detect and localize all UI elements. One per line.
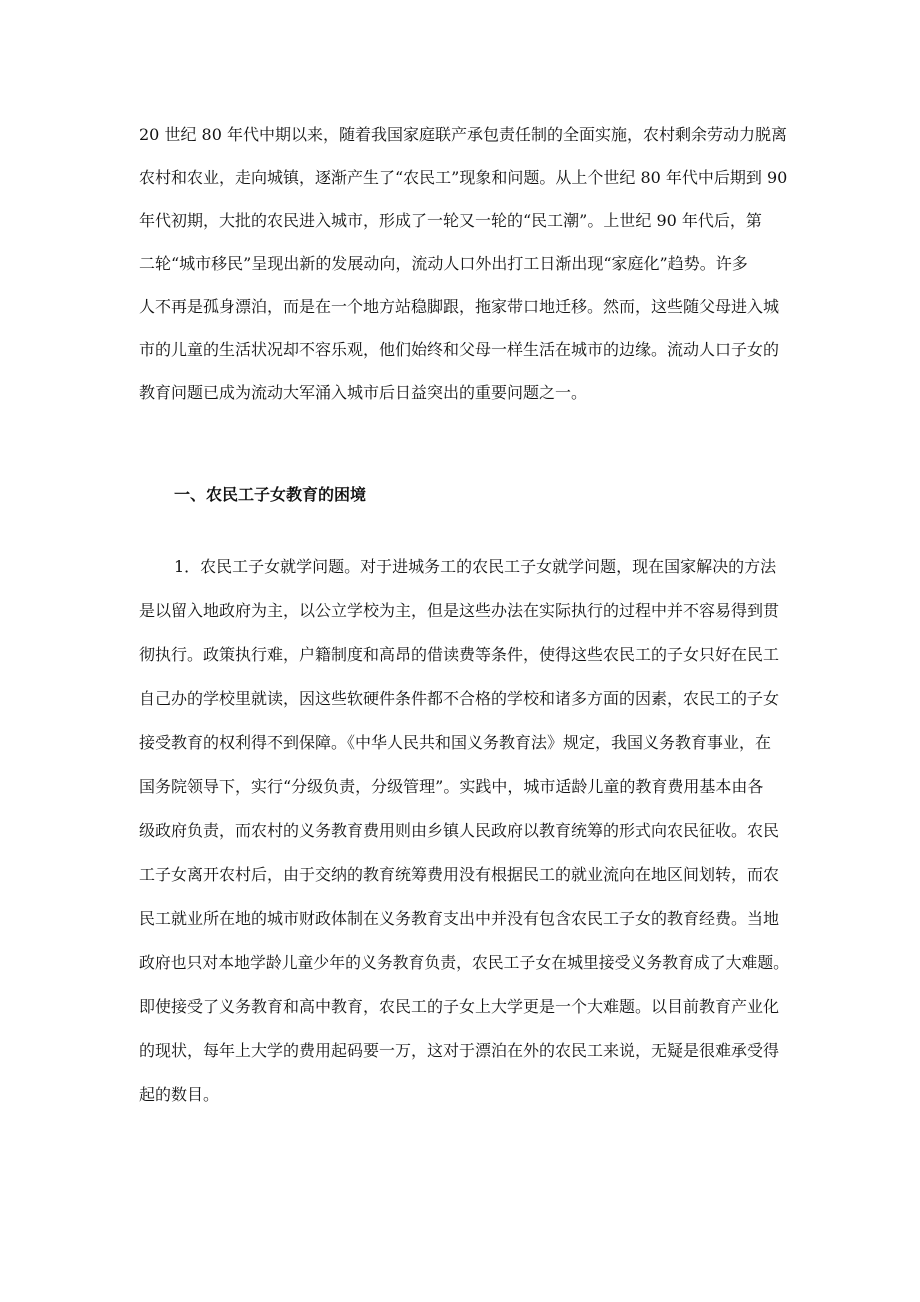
paragraph-2-line: 的现状，每年上大学的费用起码要一万，这对于漂泊在外的农民工来说，无疑是很难承受得 bbox=[139, 1041, 780, 1060]
paragraph-1-line: 农村和农业，走向城镇，逐渐产生了“农民工”现象和问题。从上个世纪 80 年代中后期到 90 bbox=[139, 168, 788, 187]
paragraph-1-line: 二轮“城市移民”呈现出新的发展动向，流动人口外出打工日渐出现“家庭化”趋势。许多 bbox=[139, 254, 748, 273]
paragraph-2-line: 政府也只对本地学龄儿童少年的义务教育负责，农民工子女在城里接受义务教育成了大难题。 bbox=[139, 953, 790, 972]
paragraph-2-line: 1．农民工子女就学问题。对于进城务工的农民工子女就学问题，现在国家解决的方法 bbox=[174, 557, 777, 576]
paragraph-2-line: 自己办的学校里就读，因这些软硬件条件都不合格的学校和诸多方面的因素，农民工的子女 bbox=[139, 689, 780, 708]
paragraph-2-line: 工子女离开农村后，由于交纳的教育统筹费用没有根据民工的就业流向在地区间划转，而农 bbox=[139, 865, 780, 884]
paragraph-2-line: 是以留入地政府为主，以公立学校为主，但是这些办法在实际执行的过程中并不容易得到贯 bbox=[139, 601, 780, 620]
paragraph-1-line: 人不再是孤身漂泊，而是在一个地方站稳脚跟，拖家带口地迁移。然而，这些随父母进入城 bbox=[139, 297, 780, 316]
paragraph-2-line: 彻执行。政策执行难，户籍制度和高昂的借读费等条件，使得这些农民工的子女只好在民工 bbox=[139, 645, 780, 664]
paragraph-1-line: 20 世纪 80 年代中期以来，随着我国家庭联产承包责任制的全面实施，农村剩余劳动力脱离 bbox=[139, 125, 787, 144]
paragraph-2-line: 起的数目。 bbox=[139, 1085, 220, 1104]
paragraph-1-line: 教育问题已成为流动大军涌入城市后日益突出的重要问题之一。 bbox=[139, 383, 588, 402]
paragraph-2-line: 接受教育的权利得不到保障。《中华人民共和国义务教育法》规定，我国义务教育事业，在 bbox=[139, 733, 772, 752]
paragraph-1-line: 市的儿童的生活状况却不容乐观，他们始终和父母一样生活在城市的边缘。流动人口子女的 bbox=[139, 340, 780, 359]
paragraph-2-line: 国务院领导下，实行“分级负责，分级管理”。实践中，城市适龄儿童的教育费用基本由各 bbox=[139, 777, 764, 796]
paragraph-2-line: 即使接受了义务教育和高中教育，农民工的子女上大学更是一个大难题。以目前教育产业化 bbox=[139, 997, 780, 1016]
paragraph-2-line: 民工就业所在地的城市财政体制在义务教育支出中并没有包含农民工子女的教育经费。当地 bbox=[139, 909, 780, 928]
paragraph-1-line: 年代初期，大批的农民进入城市，形成了一轮又一轮的“民工潮”。上世纪 90 年代后，第 bbox=[139, 211, 762, 230]
paragraph-2-line: 级政府负责，而农村的义务教育费用则由乡镇人民政府以教育统筹的形式向农民征收。农民 bbox=[139, 821, 780, 840]
section-heading: 一、农民工子女教育的困境 bbox=[174, 485, 367, 504]
